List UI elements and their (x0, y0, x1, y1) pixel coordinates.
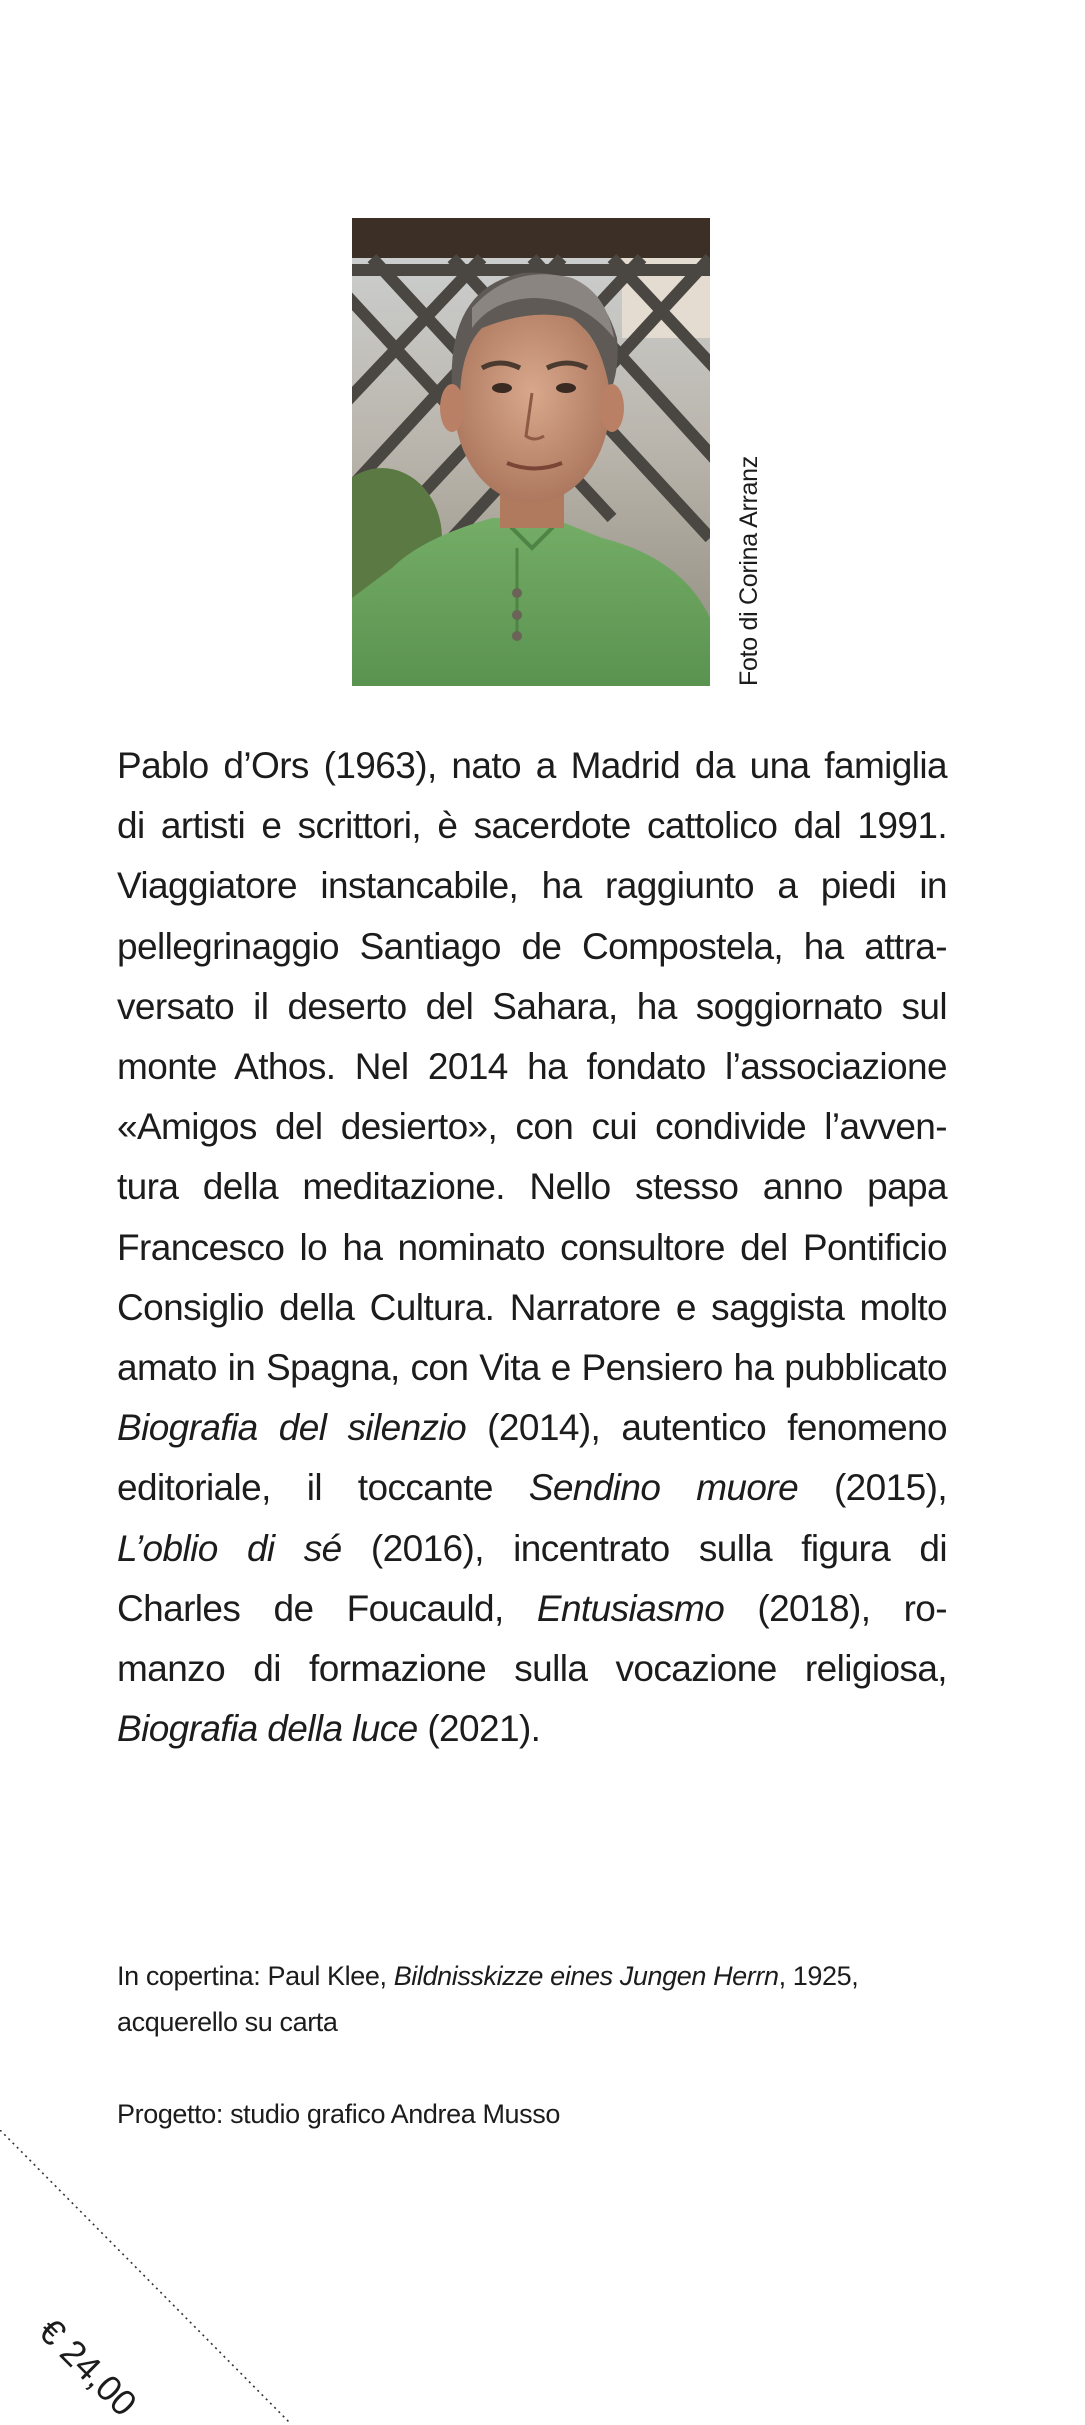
book-title: L’oblio di sé (117, 1527, 342, 1569)
bio-line: tura della meditazione. Nello stesso anno papa (117, 1166, 947, 1208)
book-title: Entusiasmo (536, 1587, 725, 1629)
book-title: Sendino muore (528, 1467, 799, 1509)
bio-text: (2014), autentico fenomeno (466, 1407, 948, 1449)
cover-credit-year: , 1925, (778, 1961, 859, 1991)
bio-line: Consiglio della Cultura. Narratore e saggista molto (117, 1286, 947, 1328)
photo-credit: Foto di Corina Arranz (735, 456, 763, 686)
bio-text: (2015), (798, 1467, 947, 1509)
bio-text: (2021). (417, 1708, 541, 1750)
cut-line (0, 2130, 290, 2423)
bio-line: «Amigos del desierto», con cui condivide l’avven- (117, 1106, 947, 1148)
design-credit: Progetto: studio grafico Andrea Musso (117, 2099, 560, 2129)
bio-line (117, 1398, 947, 1458)
bio-line: versato il deserto del Sahara, ha soggiornato sul (117, 985, 947, 1027)
bio-line (117, 1699, 947, 1759)
bio-line: manzo di formazione sulla vocazione religiosa, (117, 1648, 947, 1690)
bio-text: (2018), ro- (724, 1587, 947, 1629)
bio-line (117, 1579, 947, 1639)
author-biography (117, 736, 947, 1759)
cover-credit-medium: acquerello su carta (117, 2007, 338, 2037)
price-label: € 24,00 (31, 2310, 145, 2424)
bio-text: Charles de Foucauld, (117, 1587, 537, 1629)
bio-line: monte Athos. Nel 2014 ha fondato l’associazione (117, 1046, 947, 1088)
book-title: Biografia del silenzio (117, 1407, 467, 1449)
bio-line: Viaggiatore instancabile, ha raggiunto a piedi in (117, 865, 947, 907)
bio-line: pellegrinaggio Santiago de Compostela, ha attra- (117, 925, 947, 967)
bio-line (117, 1519, 947, 1579)
author-portrait-photo (352, 218, 710, 686)
bio-line: Pablo d’Ors (1963), nato a Madrid da una famiglia (117, 745, 947, 786)
artwork-title: Bildnisskizze eines Jungen Herrn (393, 1961, 779, 1991)
bio-text: editoriale, il toccante (117, 1467, 529, 1509)
bio-line (117, 1458, 947, 1518)
book-title: Biografia della luce (117, 1708, 418, 1750)
bio-line: amato in Spagna, con Vita e Pensiero ha pubblicato (117, 1347, 947, 1389)
cover-credit (117, 1953, 858, 2045)
cover-credit-line (117, 1953, 858, 1999)
bio-line: di artisti e scrittori, è sacerdote cattolico dal 1991. (117, 805, 947, 847)
cover-credit-label: In copertina: Paul Klee, (117, 1961, 394, 1991)
bio-line: Francesco lo ha nominato consultore del Pontificio (117, 1226, 947, 1268)
bio-text: (2016), incentrato sulla figura di (341, 1527, 947, 1569)
